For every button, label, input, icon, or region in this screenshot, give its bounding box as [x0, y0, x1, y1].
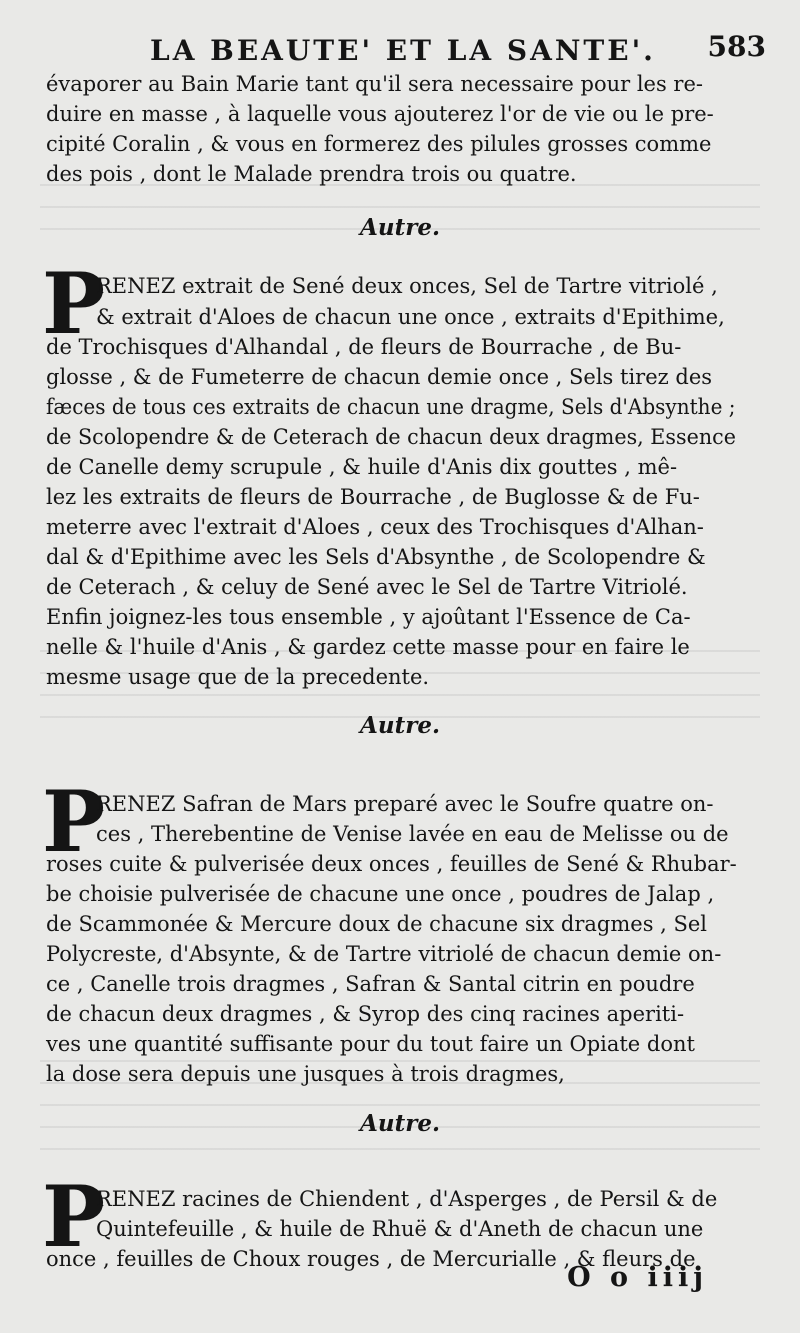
- text-line: dal & d'Epithime avec les Sels d'Absynthe , de Scolopendre &: [46, 545, 706, 569]
- drop-cap: P: [42, 254, 106, 353]
- section-heading: Autre.: [360, 712, 440, 739]
- text-line: ves une quantité suffisante pour du tout faire un Opiate dont: [46, 1032, 695, 1056]
- text-line: Polycreste, d'Absynte, & de Tartre vitriolé de chacun demie on-: [46, 942, 722, 966]
- text-line: RENEZ Safran de Mars preparé avec le Soufre quatre on-: [96, 792, 714, 816]
- text-line: lez les extraits de fleurs de Bourrache , de Buglosse & de Fu-: [46, 485, 700, 509]
- text-line: RENEZ extrait de Sené deux onces, Sel de Tartre vitriolé ,: [96, 274, 718, 298]
- text-line: de chacun deux dragmes , & Syrop des cinq racines aperiti-: [46, 1002, 685, 1026]
- text-line: Quintefeuille , & huile de Rhuë & d'Aneth de chacun une: [96, 1217, 704, 1241]
- text-line: glosse , & de Fumeterre de chacun demie once , Sels tirez des: [46, 365, 713, 389]
- text-line: roses cuite & pulverisée deux onces , feuilles de Sené & Rhubar-: [46, 852, 737, 876]
- text-line: Enfin joignez-les tous ensemble , y ajoûtant l'Essence de Ca-: [46, 605, 691, 629]
- running-title: LA BEAUTE' ET LA SANTE'.: [150, 34, 656, 67]
- drop-cap: P: [42, 1167, 106, 1266]
- drop-cap: P: [42, 772, 106, 871]
- text-line: RENEZ racines de Chiendent , d'Asperges , de Persil & de: [96, 1187, 718, 1211]
- text-line: de Canelle demy scrupule , & huile d'Anis dix gouttes , mê-: [46, 455, 678, 479]
- page-number: 583: [707, 30, 766, 63]
- text-line: fæces de tous ces extraits de chacun une dragme, Sels d'Absynthe ;: [46, 395, 736, 419]
- text-line: cipité Coralin , & vous en formerez des pilules grosses comme: [46, 132, 712, 156]
- text-line: duire en masse , à laquelle vous ajouterez l'or de vie ou le pre-: [46, 102, 714, 126]
- page-header: [0, 30, 800, 74]
- text-line: des pois , dont le Malade prendra trois ou quatre.: [46, 162, 577, 186]
- text-line: de Trochisques d'Alhandal , de fleurs de Bourrache , de Bu-: [46, 335, 682, 359]
- text-line: évaporer au Bain Marie tant qu'il sera necessaire pour les re-: [46, 72, 703, 96]
- text-line: & extrait d'Aloes de chacun une once , extraits d'Epithime,: [96, 305, 725, 329]
- text-line: ces , Therebentine de Venise lavée en eau de Melisse ou de: [96, 822, 729, 846]
- text-line: nelle & l'huile d'Anis , & gardez cette masse pour en faire le: [46, 635, 690, 659]
- signature-mark: O o iiij: [567, 1262, 708, 1293]
- text-line: mesme usage que de la precedente.: [46, 665, 430, 689]
- section-heading: Autre.: [360, 1110, 440, 1137]
- text-line: de Scammonée & Mercure doux de chacune six dragmes , Sel: [46, 912, 708, 936]
- text-line: la dose sera depuis une jusques à trois dragmes,: [46, 1062, 565, 1086]
- section-heading: Autre.: [360, 214, 440, 241]
- text-line: once , feuilles de Choux rouges , de Mercurialle , & fleurs de: [46, 1247, 696, 1271]
- text-line: be choisie pulverisée de chacune une once , poudres de Jalap ,: [46, 882, 715, 906]
- text-line: de Ceterach , & celuy de Sené avec le Sel de Tartre Vitriolé.: [46, 575, 688, 599]
- text-line: de Scolopendre & de Ceterach de chacun deux dragmes, Essence: [46, 425, 736, 449]
- text-line: ce , Canelle trois dragmes , Safran & Santal citrin en poudre: [46, 972, 695, 996]
- text-line: meterre avec l'extrait d'Aloes , ceux des Trochisques d'Alhan-: [46, 515, 704, 539]
